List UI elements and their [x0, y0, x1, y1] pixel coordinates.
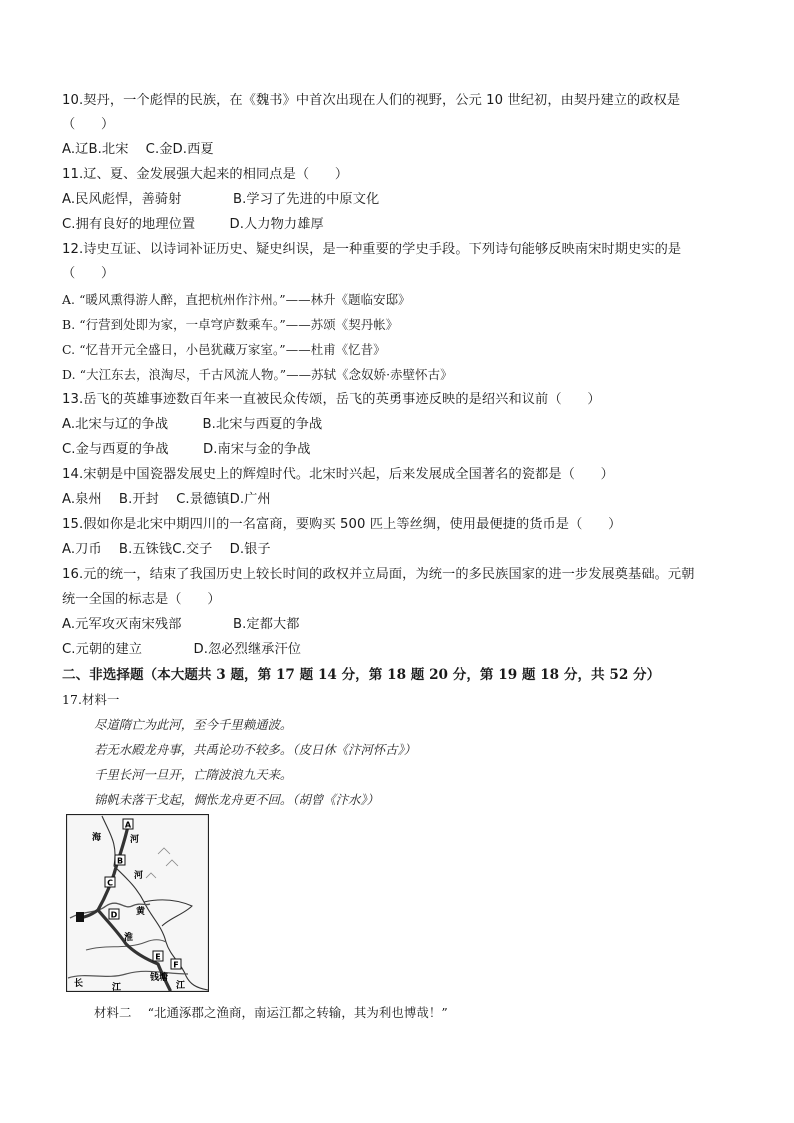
- q15-options: A.刀币 B.五铢钱C.交子 D.银子: [62, 542, 271, 557]
- poem-line-2: 若无水殿龙舟事，共禹论功不较多。（皮日休《汴河怀古》）: [94, 742, 417, 757]
- material-2: 材料二 “北通涿郡之渔商，南运江都之转输，其为利也博哉！”: [94, 1005, 448, 1020]
- q12-option-a: A. “暖风熏得游人醉，直把杭州作汴州。”——林升《题临安邸》: [62, 292, 411, 307]
- q11-options-row1: A.民风彪悍，善骑射 B.学习了先进的中原文化: [62, 192, 380, 207]
- q10-stem-line1: 10.契丹，一个彪悍的民族，在《魏书》中首次出现在人们的视野，公元 10 世纪初，由契丹建立的政权是: [62, 93, 681, 108]
- poem-line-1: 尽道隋亡为此河，至今千里赖通波。: [94, 717, 293, 732]
- map-place-label: 钱塘: [150, 973, 169, 983]
- map-place-label: 江: [112, 983, 122, 992]
- map-marker-label: B: [116, 856, 124, 866]
- q16-stem-line1: 16.元的统一，结束了我国历史上较长时间的政权并立局面，为统一的多民族国家的进一步发展奠基础。元朝: [62, 567, 695, 582]
- q17-label: 17.材料一: [62, 692, 120, 707]
- q11-options-row2: C.拥有良好的地理位置 D.人力物力雄厚: [62, 217, 324, 232]
- q16-options-row1: A.元军攻灭南宋残部 B.定都大都: [62, 617, 300, 632]
- q14-stem: 14.宋朝是中国瓷器发展史上的辉煌时代。北宋时兴起，后来发展成全国著名的瓷都是（ ）: [62, 467, 614, 482]
- poem-line-3: 千里长河一旦开，亡隋波浪九天来。: [94, 767, 293, 782]
- map-marker-label: E: [155, 952, 161, 962]
- q10-stem-line2: （ ）: [62, 117, 115, 132]
- grand-canal-map: [66, 814, 209, 992]
- q12-option-c: C. “忆昔开元全盛日，小邑犹藏万家室。”——杜甫《忆昔》: [62, 342, 386, 357]
- q10-options: A.辽B.北宋 C.金D.西夏: [62, 142, 214, 157]
- q15-stem: 15.假如你是北宋中期四川的一名富商，要购买 500 匹上等丝绸，使用最便捷的货币是（ ）: [62, 517, 622, 532]
- q12-option-d: D. “大江东去，浪淘尽，千古风流人物。”——苏轼《念奴娇·赤壁怀古》: [62, 367, 453, 382]
- section-2-heading: 二、非选择题（本大题共 3 题，第 17 题 14 分，第 18 题 20 分，第 19 题 18 分，共 52 分）: [62, 667, 661, 683]
- map-place-label: 长: [74, 979, 84, 989]
- map-place-label: 淮: [124, 933, 134, 943]
- map-marker-label: C: [107, 878, 113, 888]
- q11-stem: 11.辽、夏、金发展强大起来的相同点是（ ）: [62, 167, 349, 182]
- map-place-label: 河: [134, 871, 144, 881]
- q13-stem: 13.岳飞的英雄事迹数百年来一直被民众传颂，岳飞的英勇事迹反映的是绍兴和议前（ ）: [62, 392, 601, 407]
- q12-stem-line1: 12.诗史互证、以诗词补证历史、疑史纠误，是一种重要的学史手段。下列诗句能够反映南宋时期史实的是: [62, 242, 682, 257]
- q12-stem-line2: （ ）: [62, 266, 115, 281]
- q16-options-row2: C.元朝的建立 D.忽必烈继承汗位: [62, 642, 302, 657]
- map-place-label: 黄: [136, 907, 146, 917]
- map-marker-label: D: [110, 910, 118, 920]
- map-place-label: 海: [92, 833, 102, 843]
- q16-stem-line2: 统一全国的标志是（ ）: [62, 592, 221, 607]
- q13-options-row2: C.金与西夏的争战 D.南宋与金的争战: [62, 442, 311, 457]
- poem-line-4: 锦帆未落干戈起，惆怅龙舟更不回。（胡曾《汴水》）: [94, 792, 379, 807]
- q13-options-row1: A.北宋与辽的争战 B.北宋与西夏的争战: [62, 417, 323, 432]
- map-place-label: 江: [176, 981, 186, 991]
- capital-block: [76, 912, 84, 922]
- q12-option-b: B. “行营到处即为家，一卓穹庐数乘车。”——苏颂《契丹帐》: [62, 317, 399, 332]
- q14-options: A.泉州 B.开封 C.景德镇D.广州: [62, 492, 271, 507]
- map-place-label: 河: [130, 835, 140, 845]
- map-marker-label: F: [173, 960, 179, 970]
- map-marker-label: A: [124, 820, 132, 830]
